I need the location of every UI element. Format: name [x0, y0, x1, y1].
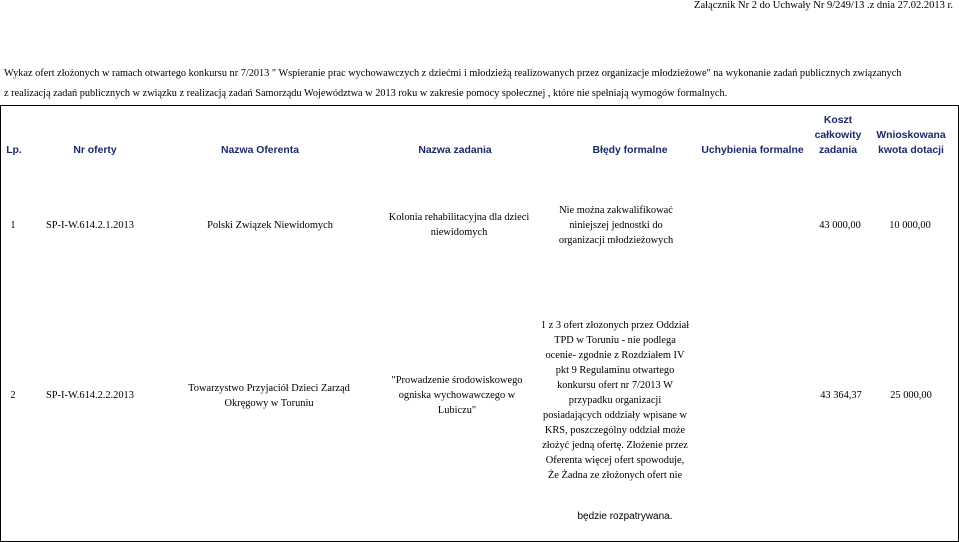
header-formal-deficiencies: Uchybienia formalne	[701, 145, 804, 156]
table-border-top	[0, 105, 959, 106]
row1-applicant: Polski Związek Niewidomych	[207, 219, 333, 231]
row1-task: Kolonia rehabilitacyjna dla dzieci niewidomych	[388, 212, 530, 238]
header-applicant: Nazwa Oferenta	[221, 145, 299, 156]
row1-requested-amount: 10 000,00	[889, 219, 931, 231]
row1-lp: 1	[10, 219, 16, 231]
intro-line-2: z realizacją zadań publicznych w związku z realizacją zadań Samorządu Województwa w 2013 roku w zakresie pomocy społecznej , które nie spełniają wymogów formalnych.	[4, 88, 728, 99]
row2-offer-no: SP-I-W.614.2.2.2013	[46, 390, 134, 401]
header-total-cost: Koszt całkowity zadania	[814, 115, 862, 156]
row2-requested-amount: 25 000,00	[890, 390, 932, 401]
row1-formal-errors: Nie można zakwalifikować niniejszej jednostki do organizacji młodzieżowych	[558, 204, 674, 246]
row2-total-cost: 43 364,37	[820, 390, 862, 401]
row2-formal-errors-tail: będzie rozpatrywana.	[577, 510, 673, 522]
row2-applicant: Towarzystwo Przyjaciół Dzieci Zarząd Okręgowy w Toruniu	[188, 382, 350, 409]
row1-offer-no: SP-I-W.614.2.1.2013	[46, 219, 134, 231]
row2-formal-deficiencies	[695, 283, 810, 508]
row1-total-cost: 43 000,00	[819, 219, 861, 231]
header-requested-amount: Wnioskowana kwota dotacji	[876, 130, 946, 156]
header-task: Nazwa zadania	[418, 145, 492, 156]
attachment-note: Załącznik Nr 2 do Uchwały Nr 9/249/13 .z dnia 27.02.2013 r.	[694, 0, 953, 11]
header-offer-no: Nr oferty	[73, 145, 117, 156]
header-lp: Lp.	[6, 145, 22, 156]
row2-task: "Prowadzenie środowiskowego ogniska wychowawczego w Lubiczu"	[391, 375, 523, 416]
header-formal-errors: Błędy formalne	[592, 145, 668, 156]
intro-line-1: Wykaz ofert złożonych w ramach otwartego konkursu nr 7/2013 " Wspieranie prac wychowawczych z dziećmi i młodzieżą realizowanych przez organizacje młodzieżowe" na wykonanie zadań publicznych związanych	[4, 68, 902, 79]
row1-formal-deficiencies	[695, 180, 810, 270]
row2-formal-errors: 1 z 3 ofert złozonych przez Oddział TPD w Toruniu - nie podlega ocenie- zgodnie z Rozdziałem IV pkt 9 Regulaminu otwartego konkursu ofert nr 7/2013 W przypadku organizacji posiadających oddziały wpisane w KRS, poszczególny oddział może złożyć jedną ofertę. Złożenie przez Oferenta więcej ofert spowoduje, Że Żadna ze złożonych ofert nie	[540, 319, 690, 481]
row2-lp: 2	[10, 390, 16, 401]
